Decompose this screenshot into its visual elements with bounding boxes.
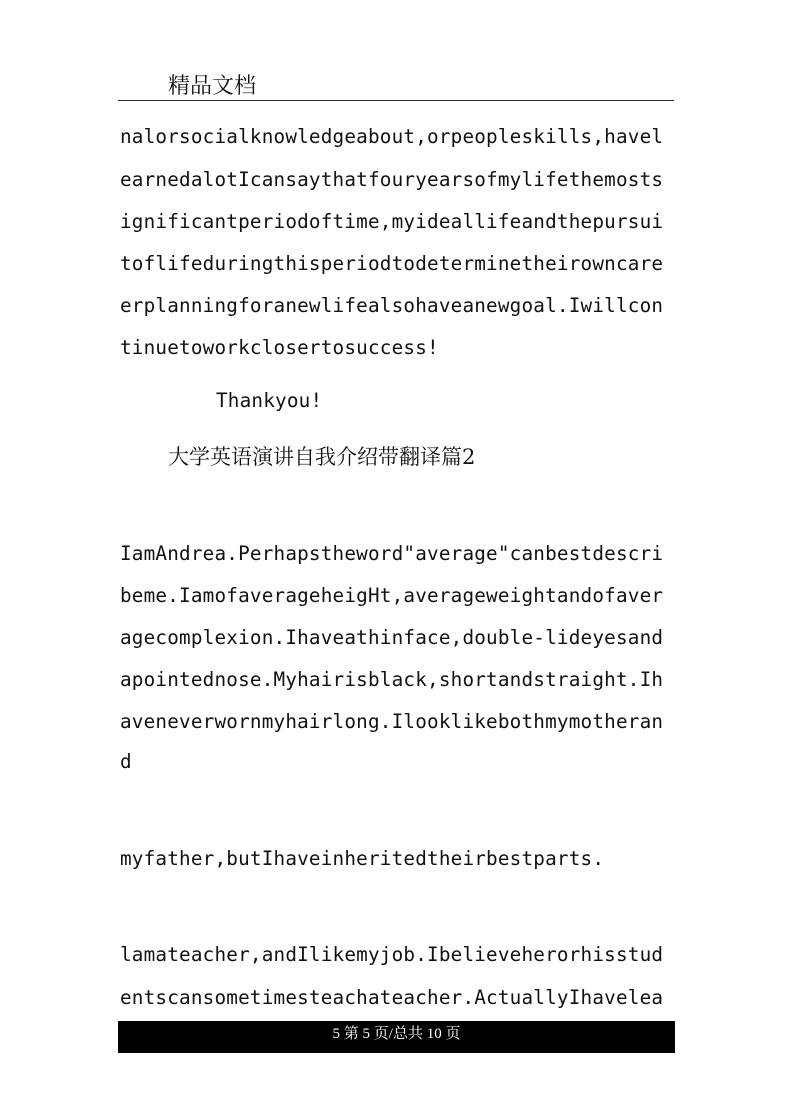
paragraph-line: lamateacher,andIlikemyjob.Ibelieveherorhisstud bbox=[120, 943, 664, 966]
header-title: 精品文档 bbox=[168, 74, 257, 99]
paragraph-line: apointednose.Myhairisblack,shortandstraight.Ih bbox=[120, 668, 664, 691]
paragraph-line: agecomplexion.Ihaveathinface,double-lideyesand bbox=[120, 626, 664, 649]
body-line: erplanningforanewlifealsohaveanewgoal.Iwillcon bbox=[120, 294, 664, 317]
body-line: ignificantperiodoftime,myideallifeandthepursui bbox=[120, 210, 664, 233]
section-heading: 大学英语演讲自我介绍带翻译篇2 bbox=[168, 445, 476, 469]
body-line: earnedalotIcansaythatfouryearsofmylifethemosts bbox=[120, 168, 664, 191]
paragraph-line: myfather,butIhaveinheritedtheirbestparts. bbox=[120, 847, 605, 870]
header-rule bbox=[118, 100, 674, 101]
paragraph-line: d bbox=[120, 750, 132, 773]
body-line: nalorsocialknowledgeabout,orpeopleskills,havel bbox=[120, 125, 664, 148]
thanks-line: Thankyou! bbox=[216, 389, 323, 412]
body-line: tinuetoworkclosertosuccess! bbox=[120, 336, 439, 359]
paragraph-line: beme.IamofaverageheigHt,averageweightandofaver bbox=[120, 584, 664, 607]
page-indicator: 5 第 5 页/总共 10 页 bbox=[332, 1026, 461, 1042]
footer-bar bbox=[118, 1021, 675, 1053]
paragraph-line: entscansometimesteachateacher.ActuallyIhavelea bbox=[120, 986, 664, 1009]
paragraph-line: IamAndrea.Perhapstheword"average"canbestdescri bbox=[120, 542, 664, 565]
body-line: toflifeduringthisperiodtodeterminetheirowncare bbox=[120, 252, 664, 275]
paragraph-line: aveneverwornmyhairlong.Ilooklikebothmymotheran bbox=[120, 710, 664, 733]
